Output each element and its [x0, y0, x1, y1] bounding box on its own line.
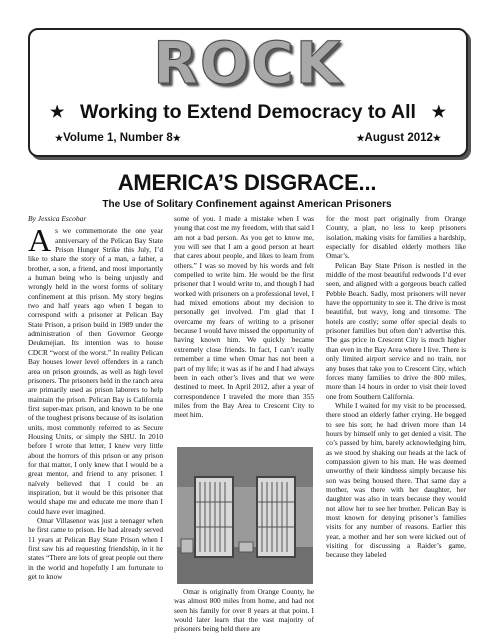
headline: AMERICA’S DISGRACE...	[117, 170, 377, 195]
volume-info	[55, 132, 181, 144]
prison-cell-photo	[177, 447, 313, 584]
star-icon: ★	[172, 133, 181, 143]
subheadline: The Use of Solitary Confinement against American Prisoners	[102, 199, 392, 210]
issue-date: August 2012	[364, 132, 433, 144]
masthead	[28, 28, 468, 157]
paragraph: While I waited for my visit to be processed, there stood an elderly father crying. He begged to see his son; he had driven more than 14 hours by himself only to get denied a visit. The co’s passed by him, barely acknowledging him, as we stood by shaking our heads at the lack of compassion given to his man. He was deemed unworthy of their kindness simply because his son was being housed there. That same day a mother, was there with her daughter, her daughter was also in tears because they would not allow her to see her brother. Pelican Bay is most known for denying prisoner’s families visits for any number of reasons. Earlier this year, a mother and her son were kicked out of visiting for discussing a Raider’s game, because they labeled	[326, 400, 466, 560]
star-icon: ★	[55, 133, 64, 143]
star-icon: ★	[50, 104, 65, 121]
paragraph: Pelican Bay State Prison is nestled in the middle of the most beautiful redwoods I’d ever seen, and aligned with a gorgeous beach called Pebble Beach. Sadly, most prisoners will never have the opportunity to see it. The drive is most beautiful, but wavy, long and tiresome. The hotels are costly; some offer special deals to prisoner families but often don’t advertise this. The gas price in Crescent City is much higher than even in the Bay Area where I live. There is only limited airport service and no train, nor any buses that take you to Crescent City, which forces many families to drive the 800 miles, more than 14 hours in order to visit their loved one from Southern California.	[326, 260, 466, 401]
paragraph	[28, 222, 163, 516]
star-icon: ★	[356, 133, 365, 143]
newspaper-title: ROCK	[153, 29, 343, 97]
issue-row	[55, 130, 441, 146]
column-1	[28, 214, 163, 636]
tagline-row	[30, 98, 466, 126]
paragraph-text: s we commemorate the one year anniversary of the Pelican Bay State Prison Hunger Strike this July, I’d like to share the story of a man, a father, a brother, a son, a friend, and most importantly a human being who is being unjustly and wrongly held in the worst forms of solitary confinement at this prison. My story begins two and half years ago when I began to correspond with a prisoner at Pelican Bay State Prison, a prison build in 1989 under the administration of then Governor George Deukmejian. Its intention was to house CDCR “worst of the worst.” In reality Pelican Bay houses lower level offenders in a ranch area on prison grounds, as well as high level prisoners. The prisoners held in the ranch area are primarily used as prison laborers to help maintain the prison. Pelican Bay is California first super-max prison, and known to be one of the toughest prisons because of its isolation units, most commonly referred to as Secure Housing Units, or simply the SHU. In 2010 before I wrote that letter, I knew very little about the horrors of this prison or any prison for that matter, I only knew that I would be a great mentor, and friend to any prisoner. I naïvely believed that I could be an inspiration, but it would be this prisoner that would shape me and educate me more than I could have ever imagined.	[28, 226, 163, 516]
cell-doors-illustration	[177, 447, 313, 584]
star-icon: ★	[431, 104, 446, 121]
paragraph: Omar is originally from Orange County, he was almost 800 miles from home, and had not seen his family for over 8 years at that point. I would later learn that the vast majority of prisoners being held there are	[174, 587, 314, 634]
tagline: Working to Extend Democracy to All	[80, 100, 416, 123]
byline: By Jessica Escobar	[28, 214, 87, 223]
column-3	[326, 214, 466, 636]
drop-cap: A	[28, 222, 52, 259]
volume-label: Volume 1, Number 8	[63, 132, 173, 144]
date-info	[356, 132, 441, 144]
paragraph: some of you. I made a mistake when I was young that cost me my freedom, with that said I am not a bad person. As you get to know me, you will see that I am a good person at heart that cares about people, and likes to learn from others.” I was so moved by his words and felt compelled to write him. He would be the first prisoner that I would write to, and though I had worked with prisoners on a professional level, I had mixed emotions about my decision to personally get involved. I’m glad that I overcame my fears of writing to a prisoner because I would have missed the opportunity of having known him. We quickly became extremely close friends. In fact, I can’t really remember a time when Omar has not been a part of my life; it was as if he and I had always been in each other’s lives and that we were destined to meet. In April 2012, after a year of correspondence I traveled the more than 355 miles from the Bay Area to Crescent City to meet him.	[174, 214, 314, 420]
paragraph-after-photo	[174, 587, 314, 634]
paragraph: Omar Villasenor was just a teenager when he first came to prison. He had already served 11 years at Pelican Bay State Prison when I first saw his ad requesting friendship, in it he states “There are lots of great people out there in the world and hopefully I am fortunate to get to know	[28, 516, 163, 582]
paragraph: for the most part originally from Orange County, a plan, no less to keep prisoners isolation, making visits for families a hardship, especially for disabled elderly mothers like Omar’s.	[326, 214, 466, 261]
star-icon: ★	[432, 133, 441, 143]
